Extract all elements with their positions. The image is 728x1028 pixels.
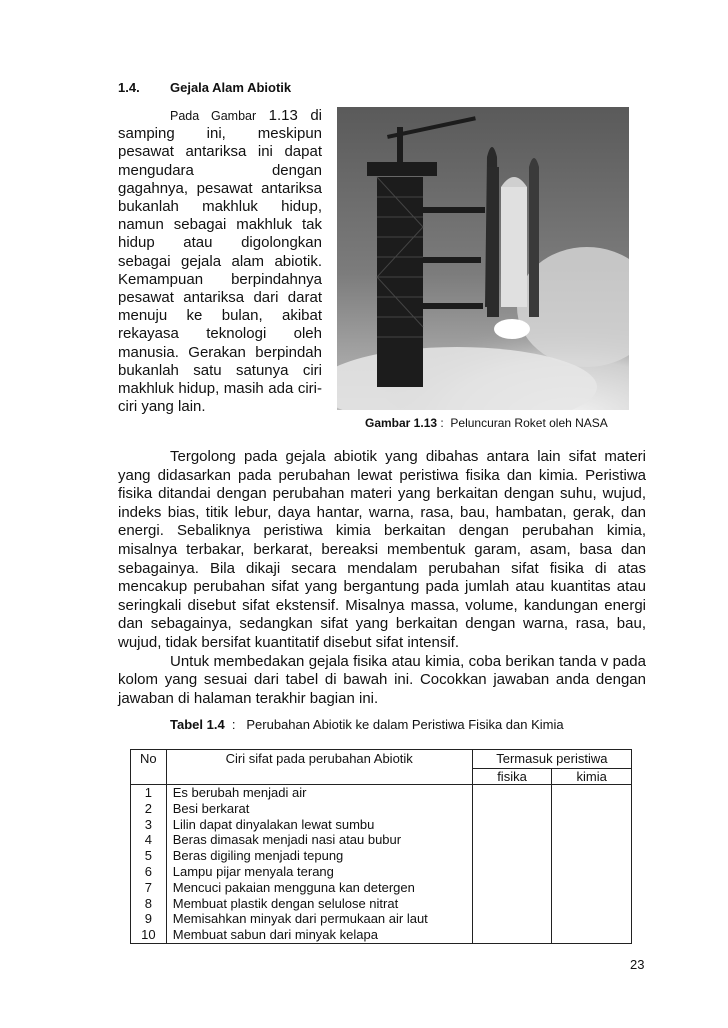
descriptions-column <box>166 785 472 944</box>
header-description: Ciri sifat pada perubahan Abiotik <box>166 750 472 785</box>
row-number: 8 <box>144 895 152 911</box>
header-kimia: kimia <box>552 769 632 785</box>
intro-lead-small: Pada Gambar <box>170 109 257 123</box>
intro-text: 1.13 di samping ini, meskipun pesawat antariksa ini dapat mengudara dengan gagahnya, pesawat antariksa bukanlah makhluk hidup, namun sebagai makhluk tak hidup atau digolongkan sebagai gejala alam abiotik. Kemampuan berpindahnya pesawat antariksa dari darat menuju ke bulan, akibat rekayasa teknologi oleh manusia. Gerakan berpindah bukanlah satu satunya ciri makhluk hidup, masih ada ciri-ciri yang lain. <box>118 107 322 416</box>
row-description: Mencuci pakaian mengguna kan detergen <box>172 879 415 895</box>
row-number: 1 <box>144 785 152 800</box>
row-description: Es berubah menjadi air <box>172 785 307 800</box>
row-description: Beras digiling menjadi tepung <box>172 848 344 864</box>
figure-caption-text: Peluncuran Roket oleh NASA <box>450 416 608 430</box>
paragraph-1: Tergolong pada gejala abiotik yang dibahas antara lain sifat materi yang didasarkan pada perubahan lewat peristiwa fisika dan kimia. Peristiwa fisika ditandai dengan perubahan materi yang berkaitan dengan suhu, wujud, indeks bias, titik lebur, daya hantar, warna, rasa, bau, hambatan, gerak, dan energi. Sebaliknya peristiwa kimia berkaitan dengan perubahan kimia, misalnya terbakar, berkarat, bereaksi membentuk garam, asam, basa dan sebagainya. Bila dikaji secara mendalam perubahan sifat fisika di atas mencakup perubahan sifat yang bergantung pada jumlah atau kuantitas atau seringkali disebut sifat ekstensif. Misalnya massa, volume, kandungan energi dan sebagainya, sedangkan sifat yang berkaitan dengan warna, rasa, bau, wujud, tidak bersifat kuantitatif disebut sifat intensif. <box>118 448 646 651</box>
body-paragraphs <box>118 448 646 708</box>
section-heading <box>118 80 291 95</box>
section-title: Gejala Alam Abiotik <box>170 80 292 95</box>
figure-separator: : <box>437 416 444 430</box>
figure-label: Gambar 1.13 <box>365 416 438 430</box>
numbers-column <box>131 785 167 944</box>
row-number: 9 <box>144 911 152 927</box>
kimia-answer-column[interactable] <box>552 785 632 944</box>
row-description: Memisahkan minyak dari permukaan air laut <box>172 911 428 927</box>
header-fisika: fisika <box>472 769 552 785</box>
row-description: Besi berkarat <box>172 800 250 816</box>
row-number: 10 <box>141 927 156 943</box>
table-title <box>170 717 564 732</box>
page-number: 23 <box>630 957 645 972</box>
table-title-text: Perubahan Abiotik ke dalam Peristiwa Fisika dan Kimia <box>246 717 564 732</box>
row-number: 6 <box>144 863 152 879</box>
row-number: 4 <box>144 832 152 848</box>
row-description: Membuat plastik dengan selulose nitrat <box>172 895 399 911</box>
row-description: Beras dimasak menjadi nasi atau bubur <box>172 832 402 848</box>
abiotic-change-table <box>130 749 632 944</box>
fisika-answer-column[interactable] <box>472 785 552 944</box>
intro-paragraph <box>118 107 322 416</box>
rocket-launch-photo <box>337 107 629 410</box>
table-label: Tabel 1.4 <box>170 717 225 732</box>
table-separator: : <box>231 717 236 732</box>
header-no: No <box>131 750 167 785</box>
row-number: 2 <box>144 800 152 816</box>
header-event-group: Termasuk peristiwa <box>472 750 631 769</box>
row-number: 7 <box>144 879 152 895</box>
row-number: 5 <box>144 848 152 864</box>
row-description: Membuat sabun dari minyak kelapa <box>172 927 378 943</box>
paragraph-2: Untuk membedakan gejala fisika atau kimia, coba berikan tanda v pada kolom yang sesuai dari tabel di bawah ini. Cocokkan jawaban anda dengan jawaban di halaman terakhir bagian ini. <box>118 652 646 707</box>
row-number: 3 <box>144 816 152 832</box>
table-body-row <box>131 785 632 944</box>
figure-caption <box>365 416 608 430</box>
section-number: 1.4. <box>118 80 140 95</box>
row-description: Lilin dapat dinyalakan lewat sumbu <box>172 816 375 832</box>
row-description: Lampu pijar menyala terang <box>172 863 334 879</box>
